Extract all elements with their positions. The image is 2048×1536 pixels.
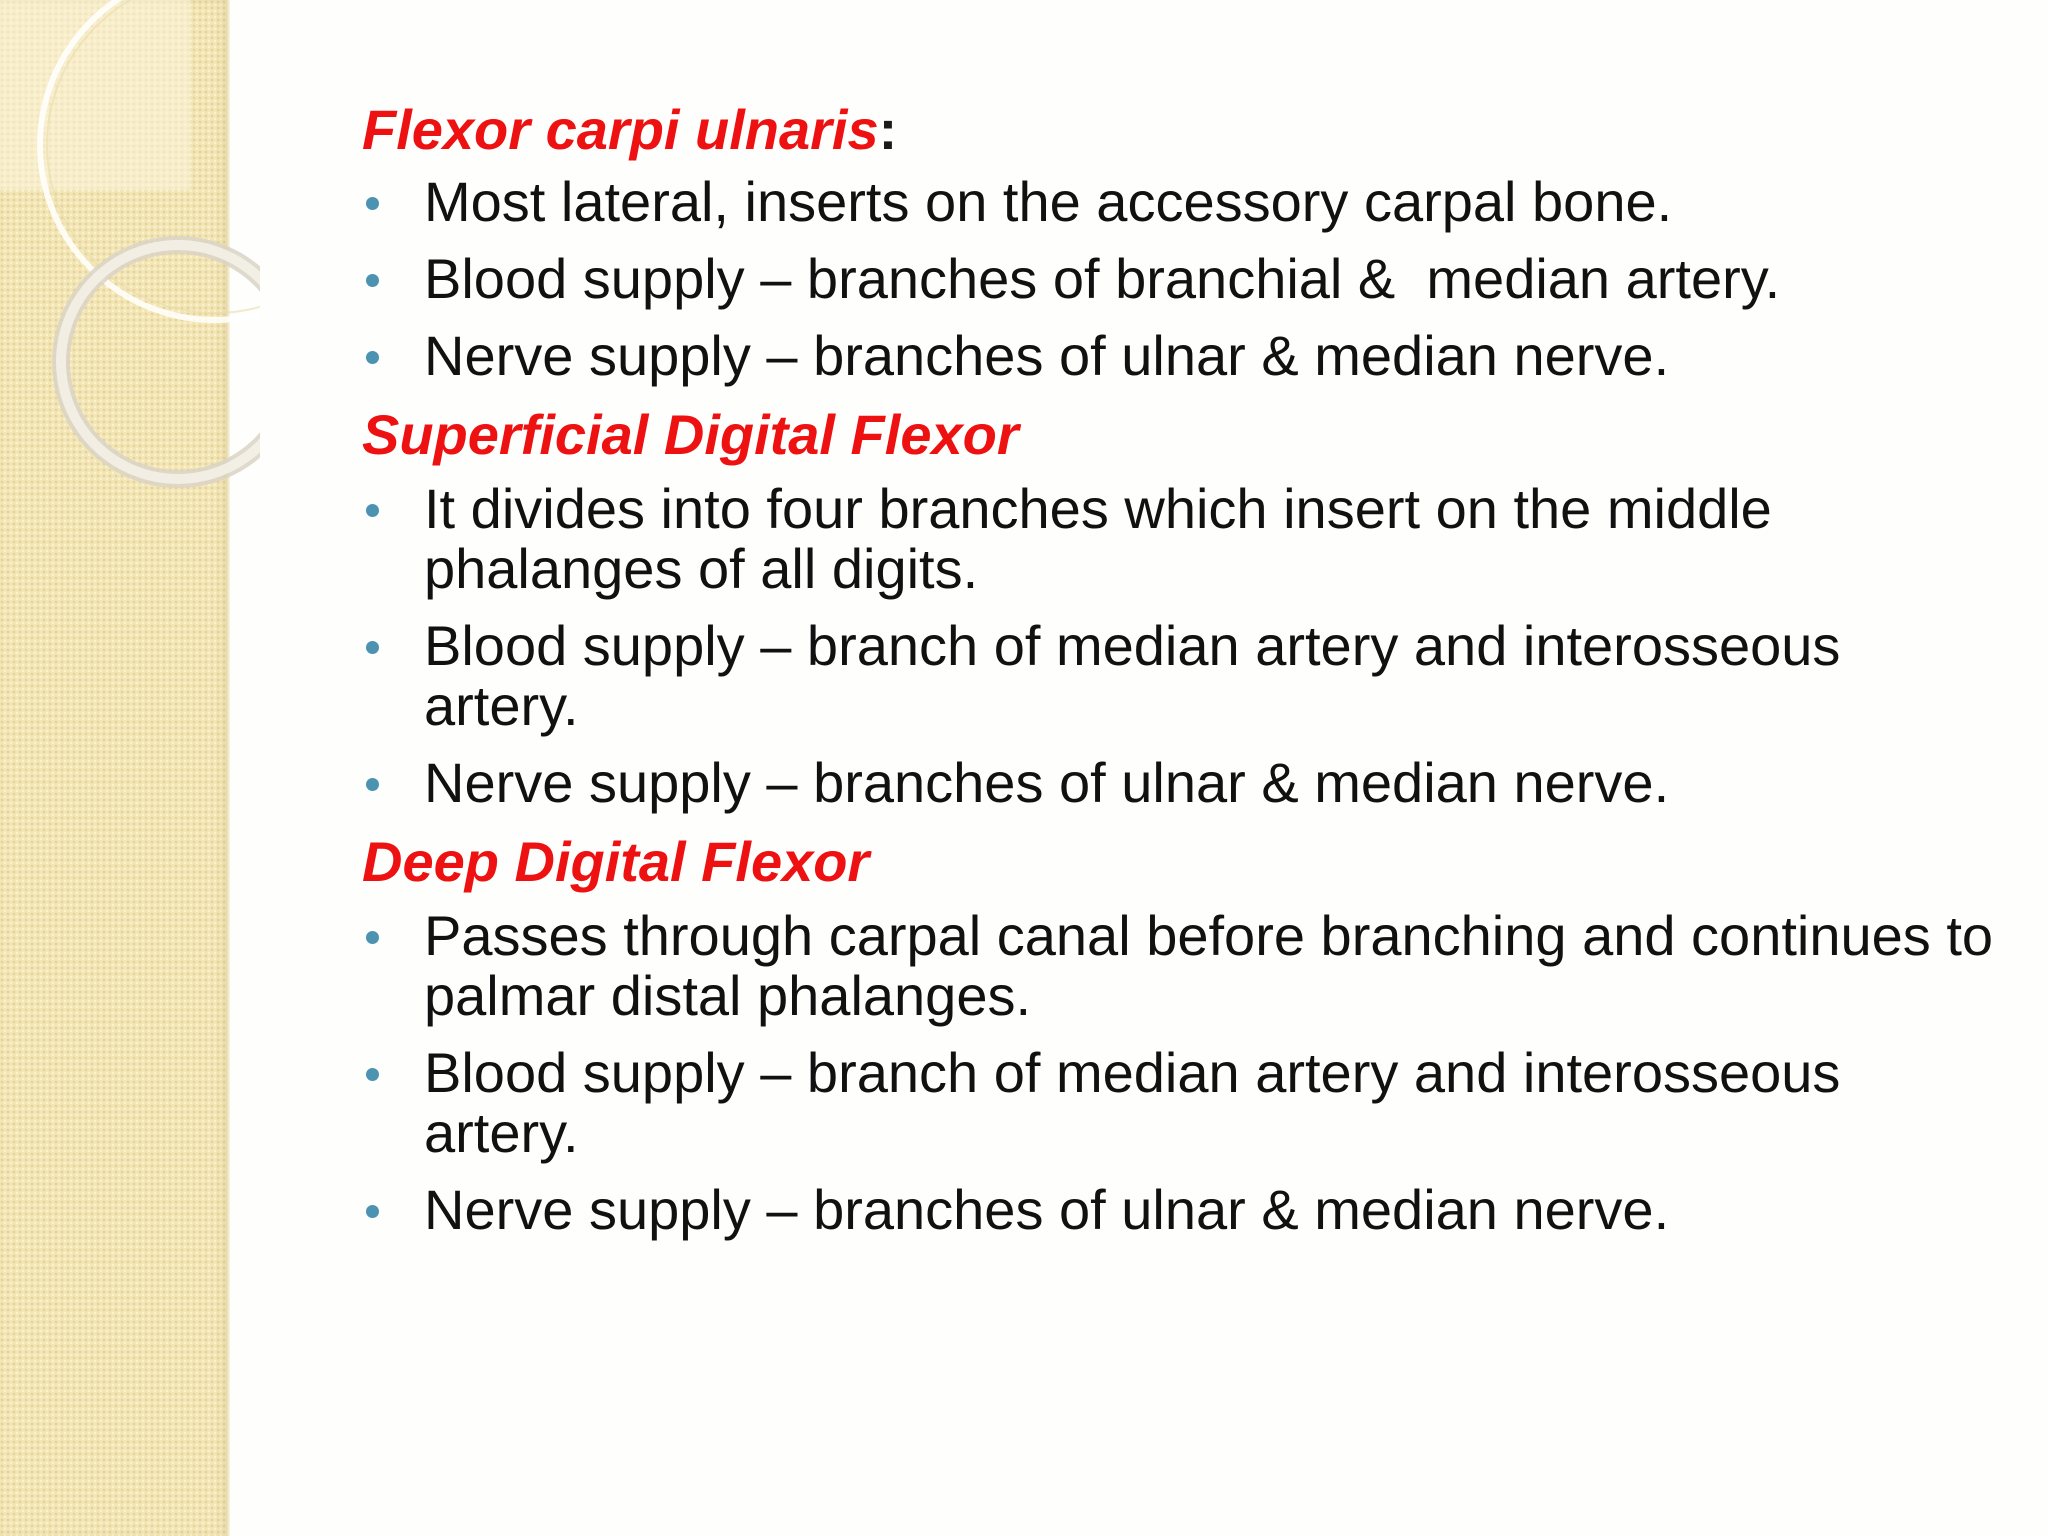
list-item (362, 753, 2002, 813)
section-heading-flexor-carpi-ulnaris (362, 98, 2002, 162)
list-item-text: Passes through carpal canal before branching and continues to palmar distal phalanges. (424, 904, 2009, 1027)
list-item-text: Blood supply – branches of branchial & median artery. (424, 247, 1781, 310)
list-item (362, 249, 2002, 309)
bullet-dot-icon (366, 1068, 379, 1081)
bullet-list-deep-digital-flexor (362, 904, 2009, 1241)
bullet-dot-icon (366, 197, 379, 210)
list-item-text: Most lateral, inserts on the accessory carpal bone. (424, 170, 1673, 233)
section-heading-superficial-digital-flexor (362, 403, 2002, 467)
list-item-text: Nerve supply – branches of ulnar & median nerve. (424, 751, 1670, 814)
bullet-dot-icon (366, 274, 379, 287)
bullet-list-flexor-carpi-ulnaris (362, 172, 2002, 386)
list-item (362, 1043, 2002, 1163)
list-item-text: It divides into four branches which insert on the middle phalanges of all digits. (424, 477, 1788, 600)
heading-text: Deep Digital Flexor (362, 830, 870, 893)
list-item-text: Blood supply – branch of median artery and interosseous artery. (424, 614, 1856, 737)
bullet-dot-icon (366, 504, 379, 517)
heading-text: Superficial Digital Flexor (362, 403, 1019, 466)
bullet-list-superficial-digital-flexor (362, 479, 2002, 813)
list-item-text: Nerve supply – branches of ulnar & median nerve. (424, 324, 1670, 387)
list-item (362, 479, 2002, 599)
list-item-text: Nerve supply – branches of ulnar & median nerve. (424, 1178, 1670, 1241)
list-item (362, 326, 2002, 386)
bullet-dot-icon (366, 351, 379, 364)
slide-content (362, 98, 2009, 1257)
list-item (362, 904, 2009, 1027)
bullet-dot-icon (366, 778, 379, 791)
heading-text: Flexor carpi ulnaris (362, 98, 879, 161)
heading-colon: : (878, 98, 898, 161)
bullet-dot-icon (366, 641, 379, 654)
list-item (362, 172, 2002, 232)
bullet-dot-icon (366, 931, 379, 944)
list-item-text: Blood supply – branch of median artery and interosseous artery. (424, 1041, 1856, 1164)
list-item (362, 616, 2002, 736)
section-heading-deep-digital-flexor (362, 830, 2002, 894)
bullet-dot-icon (366, 1205, 379, 1218)
decorative-rings-icon (0, 0, 260, 520)
list-item (362, 1180, 2002, 1240)
